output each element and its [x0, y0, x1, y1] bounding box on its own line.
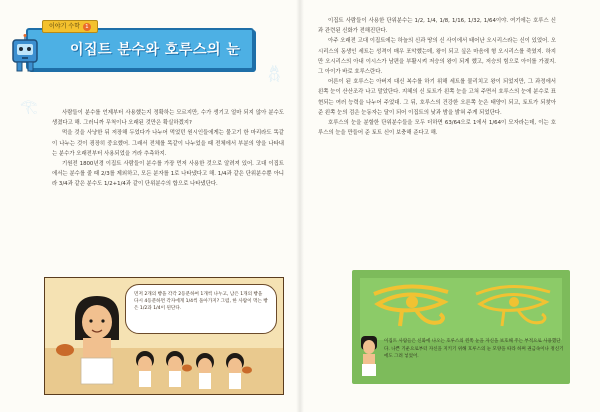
- eye-of-horus-panel: [352, 270, 570, 384]
- paragraph: 기원전 1800년경 이집트 사람들이 분수를 가장 먼저 사용한 것으로 알려져 있어. 고대 이집트에서는 분수를 줄 때 2/3를 제외하고, 모든 분자를 1로 나타냈다고 해. 1/4과 같은 단위분수뿐 아니라 3/4과 같은 분수도 1/2+1/4과 같이 단위분수의 합으로 나타냈단다.: [52, 161, 284, 188]
- horus-eye-icon: [368, 282, 558, 338]
- paragraph: 호루스의 눈을 분할한 단위분수들을 모두 더하면 63/64으로 1에서 1/64이 모자라는데, 이는 호루스의 눈을 만들어 준 토트 신이 보충해 준다고 해.: [318, 120, 556, 137]
- chapter-number: 1: [83, 23, 91, 31]
- horus-eye-diagram-icon: [476, 286, 550, 326]
- robot-mascot-icon: [8, 34, 44, 74]
- speech-bubble: 먼저 2개의 빵을 각각 2등분하여 1개씩 나누고, 남은 1개의 빵을 다시 4등분하면 각자에게 1/4씩 돌아가지? 그럼, 한 사람이 먹는 빵은 1/2과 1/4이 된단다.: [125, 284, 277, 334]
- paragraph: 먹을 것을 사냥한 뒤 저장해 두었다가 나누어 먹었던 원시인들에게는 물고기 한 마리라도 똑같이 나누는 것이 굉장히 중요했어. 그래서 전체를 똑같이 나누었을 때 전체에서 부분의 양을 나타내는 분수가 오래전부터 사용되었을 거라 추측하지.: [52, 130, 284, 157]
- chapter-banner: [8, 20, 256, 78]
- hieroglyph-decoration: 𓆣: [268, 67, 281, 83]
- page-title: 이집트 분수와 호루스의 눈: [70, 42, 241, 58]
- chapter-tab: [42, 20, 98, 33]
- paragraph: 아주 오래전 고대 이집트에는 하늘의 신과 땅의 신 사이에서 태어난 오시리스라는 신이 있었어. 오시리스의 동생인 세트는 성격이 매우 포악했는데, 왕이 되고 싶은 마음에 형 오시리스를 죽였지. 하지만 오시리스의 아내 이시스가 남편을 부활시켜 저승의 왕이 되게 했고, 저승의 힘으로 아이를 가졌지. 그 아이가 바로 호루스란다.: [318, 38, 556, 76]
- paragraph: 이집트 사람들이 사용한 단위분수는 1/2, 1/4, 1/8, 1/16, 1/32, 1/64이야. 여기에는 호루스 신과 관련된 신화가 전해진단다.: [318, 18, 556, 35]
- comic-illustration: [44, 277, 284, 395]
- eye-caption: 이집트 사람들은 신화에 나오는 호루스의 왼쪽 눈을 자신을 보호해 주는 부적으로 사용했단다. 나쁜 기운으로부터 자신을 지키기 위해 호루스의 눈 모양을 따라 하며 권금속이나 정신기에도 그려 넣었어.: [384, 339, 564, 360]
- hieroglyph-decoration: 𓂀: [20, 99, 38, 115]
- right-body-text: [318, 16, 556, 138]
- book-gutter: [296, 0, 304, 412]
- egyptian-man-illustration: [356, 334, 382, 378]
- left-body-text: [52, 108, 284, 190]
- paragraph: 어른이 된 호루스는 아버지 대신 복수를 하기 위해 세트를 물리치고 왕이 되었지만, 그 과정에서 왼쪽 눈이 산산조각 나고 말았단다. 지혜의 신 토트가 왼쪽 눈을 고쳐 주면서 호루스의 눈에 분수로 표현되는 여러 능력을 나누어 주었대. 그 뒤, 호루스의 건강한 오른쪽 눈은 태양이 되고, 토트가 되찾아 준 왼쪽 눈의 검은 눈동자는 달이 되어 이집트의 낮과 밤을 밝혀 주게 되었단다.: [318, 79, 556, 116]
- chapter-tab-label: 이야기 수학: [49, 23, 80, 30]
- paragraph: 사람들이 분수를 언제부터 사용했는지 정확하는 모르지만, 수가 생기고 얼마 되지 않아 분수도 생겼다고 해. 그러니까 무척이나 오래된 것만은 확실하겠지?: [52, 110, 284, 127]
